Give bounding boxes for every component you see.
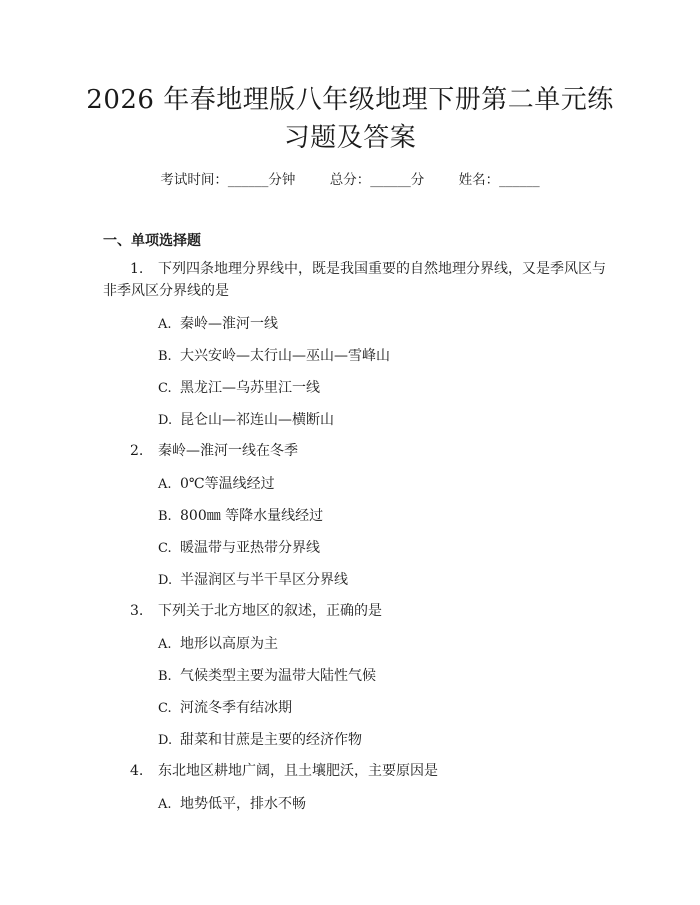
option-c[interactable] (158, 538, 320, 559)
option-text: 半湿润区与半干旱区分界线 (180, 572, 348, 588)
time-unit: 分钟 (268, 172, 296, 188)
option-a[interactable] (158, 474, 275, 495)
option-d[interactable] (158, 730, 362, 751)
option-letter: D. (158, 573, 173, 588)
option-a[interactable] (158, 314, 278, 335)
option-d[interactable] (158, 410, 334, 431)
option-text: 甜菜和甘蔗是主要的经济作物 (180, 732, 362, 748)
option-text: 大兴安岭—太行山—巫山—雪峰山 (180, 348, 390, 364)
option-letter: A. (158, 797, 172, 812)
name-blank: ______ (499, 172, 540, 188)
exam-info-line (0, 168, 700, 188)
page-title-line-2: 习题及答案 (283, 123, 417, 153)
question-number: 3. (130, 603, 144, 619)
time-blank: ______ (227, 172, 269, 188)
option-letter: B. (158, 509, 172, 524)
option-text: 暖温带与亚热带分界线 (180, 540, 320, 556)
time-label: 考试时间： (160, 172, 228, 188)
question-text: 东北地区耕地广阔，且土壤肥沃，主要原因是 (158, 763, 438, 779)
option-letter: D. (158, 413, 173, 428)
option-c[interactable] (158, 378, 320, 399)
question-number: 4. (130, 763, 144, 779)
option-b[interactable] (158, 506, 323, 527)
option-text: 秦岭—淮河一线 (180, 316, 278, 332)
name-label: 姓名： (458, 172, 500, 188)
question-2 (130, 440, 298, 462)
question-1 (130, 258, 606, 280)
question-number: 2. (130, 443, 144, 459)
question-text: 下列四条地理分界线中，既是我国重要的自然地理分界线，又是季风区与 (158, 261, 606, 277)
section-title: 一、单项选择题 (103, 233, 201, 249)
question-1-continuation: 非季风区分界线的是 (103, 283, 229, 299)
option-letter: B. (158, 669, 172, 684)
option-text: 地势低平，排水不畅 (180, 796, 306, 812)
page-title-line-1: 2026 年春地理版八年级地理下册第二单元练 (86, 85, 614, 115)
option-b[interactable] (158, 666, 376, 687)
option-letter: C. (158, 381, 172, 396)
option-text: 0℃等温线经过 (180, 476, 275, 492)
question-3 (130, 600, 382, 622)
option-text: 气候类型主要为温带大陆性气候 (180, 668, 376, 684)
option-text: 河流冬季有结冰期 (180, 700, 292, 716)
option-letter: D. (158, 733, 173, 748)
option-text: 昆仑山—祁连山—横断山 (180, 412, 334, 428)
option-letter: A. (158, 477, 172, 492)
option-b[interactable] (158, 346, 390, 367)
score-blank: ______ (370, 172, 411, 188)
question-number: 1. (130, 261, 144, 277)
score-unit: 分 (410, 172, 425, 188)
option-letter: C. (158, 541, 172, 556)
option-d[interactable] (158, 570, 348, 591)
question-text: 秦岭—淮河一线在冬季 (158, 443, 298, 459)
option-letter: A. (158, 317, 172, 332)
option-letter: C. (158, 701, 172, 716)
option-text: 地形以高原为主 (180, 636, 278, 652)
option-a[interactable] (158, 634, 278, 655)
option-a[interactable] (158, 794, 306, 815)
score-label: 总分： (329, 172, 371, 188)
option-text: 黑龙江—乌苏里江一线 (180, 380, 320, 396)
question-4 (130, 760, 438, 782)
option-text: 800㎜ 等降水量线经过 (180, 508, 324, 524)
question-text: 下列关于北方地区的叙述，正确的是 (158, 603, 382, 619)
option-letter: A. (158, 637, 172, 652)
option-letter: B. (158, 349, 172, 364)
option-c[interactable] (158, 698, 292, 719)
